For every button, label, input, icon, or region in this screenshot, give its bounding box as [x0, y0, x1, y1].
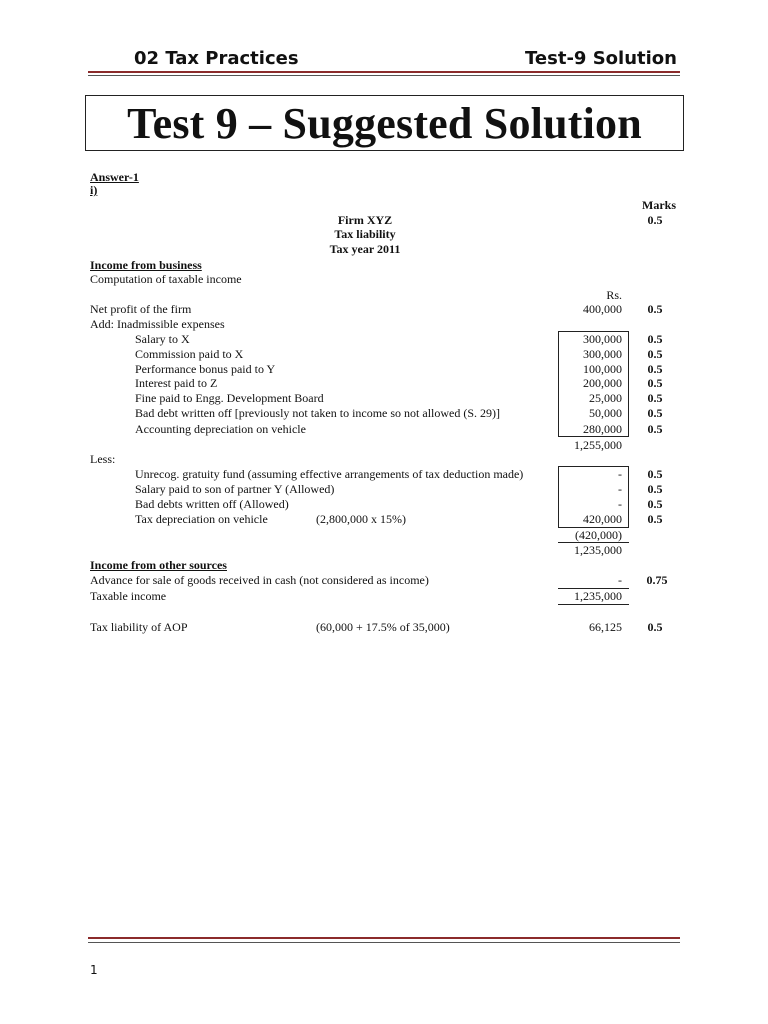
add-item-label: Salary to X: [135, 332, 190, 346]
add-item-marks: 0.5: [647, 347, 663, 361]
less-item-amount: -: [618, 497, 622, 511]
add-item-label: Bad debt written off [previously not taken to income so not allowed (S. 29)]: [135, 406, 501, 420]
marks-top: 0.5: [647, 213, 663, 227]
net-profit-amount: 400,000: [583, 302, 622, 316]
add-item-marks: 0.5: [647, 422, 663, 436]
add-item-amount: 25,000: [589, 391, 622, 405]
add-item-label: Performance bonus paid to Y: [135, 362, 276, 376]
part-label: i): [90, 183, 98, 197]
answer-label: Answer-1: [90, 170, 139, 184]
add-item-amount: 100,000: [583, 362, 622, 376]
footer-rule-top: [88, 937, 680, 939]
add-item-marks: 0.5: [647, 406, 663, 420]
title-box: [85, 95, 684, 151]
add-item-marks: 0.5: [647, 332, 663, 346]
less-item-label: Salary paid to son of partner Y (Allowed): [135, 482, 335, 496]
less-item-amount: -: [618, 482, 622, 496]
header-rule-top: [88, 71, 680, 73]
less-item-label: Unrecog. gratuity fund (assuming effective arrangements of tax deduction made): [135, 467, 524, 481]
add-item-amount: 200,000: [583, 376, 622, 390]
less-item-amount: 420,000: [583, 512, 622, 526]
less-item-note: (2,800,000 x 15%): [316, 512, 406, 526]
tax-liability-heading: Tax liability: [334, 227, 396, 241]
business-heading: Income from business: [90, 258, 202, 272]
subtotal-after-add: 1,255,000: [574, 438, 622, 452]
add-item-amount: 280,000: [583, 422, 622, 436]
add-item-label: Accounting depreciation on vehicle: [135, 422, 306, 436]
less-item-marks: 0.5: [647, 467, 663, 481]
taxable-underline: [558, 604, 629, 605]
tax-liability-note: (60,000 + 17.5% of 35,000): [316, 620, 450, 634]
add-item-marks: 0.5: [647, 391, 663, 405]
firm-name: Firm XYZ: [337, 213, 393, 227]
taxable-income-label: Taxable income: [90, 589, 167, 603]
add-item-label: Fine paid to Engg. Development Board: [135, 391, 324, 405]
less-item-marks: 0.5: [647, 482, 663, 496]
advance-label: Advance for sale of goods received in cash (not considered as income): [90, 573, 429, 587]
tax-liability-marks: 0.5: [647, 620, 663, 634]
advance-marks: 0.75: [646, 573, 668, 587]
add-label: Add: Inadmissible expenses: [90, 317, 225, 331]
less-item-label: Bad debts written off (Allowed): [135, 497, 289, 511]
add-item-marks: 0.5: [647, 362, 663, 376]
add-item-amount: 300,000: [583, 332, 622, 346]
computation-label: Computation of taxable income: [90, 272, 242, 286]
header-left-title: 02 Tax Practices: [134, 48, 299, 69]
add-item-label: Interest paid to Z: [135, 376, 218, 390]
less-item-marks: 0.5: [647, 497, 663, 511]
add-item-marks: 0.5: [647, 376, 663, 390]
less-item-amount: -: [618, 467, 622, 481]
less-total: (420,000): [575, 528, 622, 542]
footer-rule-bottom: [88, 942, 680, 943]
taxable-income-amount: 1,235,000: [574, 589, 622, 603]
header-right-title: Test-9 Solution: [525, 48, 677, 69]
less-item-marks: 0.5: [647, 512, 663, 526]
header-rule-bottom: [88, 75, 680, 76]
other-sources-heading: Income from other sources: [90, 558, 227, 572]
page-number: 1: [90, 963, 98, 977]
net-profit-label: Net profit of the firm: [90, 302, 192, 316]
tax-liability-amount: 66,125: [589, 620, 622, 634]
marks-heading: Marks: [642, 198, 676, 212]
subtotal-after-less: 1,235,000: [574, 543, 622, 557]
less-item-label: Tax depreciation on vehicle: [135, 512, 268, 526]
net-profit-marks: 0.5: [647, 302, 663, 316]
currency-label: Rs.: [606, 288, 622, 302]
page-title: Test 9 – Suggested Solution: [127, 98, 642, 148]
advance-amount: -: [618, 573, 622, 587]
add-item-label: Commission paid to X: [135, 347, 244, 361]
less-label: Less:: [90, 452, 116, 466]
add-item-amount: 300,000: [583, 347, 622, 361]
tax-year-heading: Tax year 2011: [329, 242, 401, 256]
tax-liability-label: Tax liability of AOP: [90, 620, 188, 634]
add-item-amount: 50,000: [589, 406, 622, 420]
